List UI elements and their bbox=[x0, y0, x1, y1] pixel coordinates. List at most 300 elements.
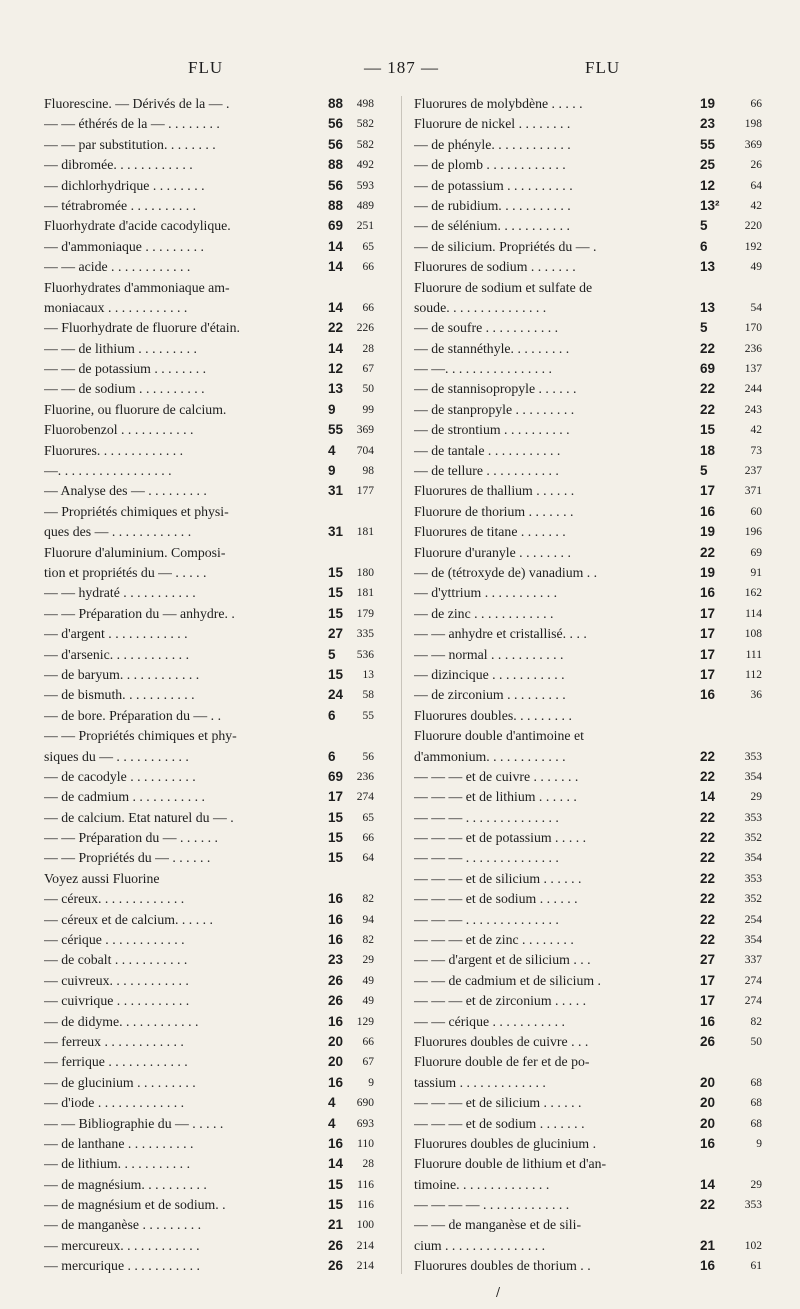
entry-page: 82 bbox=[362, 893, 374, 906]
entry-volume: 15 bbox=[328, 1176, 344, 1192]
index-entry bbox=[414, 767, 774, 787]
index-entry bbox=[414, 848, 774, 868]
entry-volume: 5 bbox=[700, 218, 708, 234]
entry-volume: 14 bbox=[328, 259, 344, 275]
entry-volume: 22 bbox=[700, 748, 716, 764]
entry-term: — Analyse des — . . . . . . . . . bbox=[44, 483, 207, 499]
entry-page: 68 bbox=[750, 1076, 762, 1089]
entry-volume: 15 bbox=[700, 422, 716, 438]
entry-volume: 17 bbox=[700, 605, 716, 621]
entry-term: — — hydraté . . . . . . . . . . . bbox=[44, 585, 196, 601]
entry-term: — de lithium. . . . . . . . . . . bbox=[44, 1156, 191, 1172]
entry-volume: 4 bbox=[328, 442, 336, 458]
entry-term: — mercurique . . . . . . . . . . . bbox=[44, 1258, 200, 1274]
index-entry bbox=[44, 787, 384, 807]
entry-volume: 9 bbox=[328, 463, 336, 479]
entry-volume: 20 bbox=[700, 1074, 716, 1090]
entry-term: Fluorure d'aluminium. Composi- bbox=[44, 544, 226, 560]
entry-page: 274 bbox=[744, 974, 762, 987]
entry-page: 226 bbox=[356, 322, 374, 335]
entry-term: — — — et de sodium . . . . . . bbox=[414, 891, 578, 907]
entry-page: 582 bbox=[356, 118, 374, 131]
entry-page: 66 bbox=[362, 261, 374, 274]
index-entry bbox=[414, 278, 774, 298]
entry-page: 66 bbox=[362, 301, 374, 314]
entry-volume: 56 bbox=[328, 136, 344, 152]
entry-term: — de stannéthyle. . . . . . . . . bbox=[414, 340, 570, 356]
entry-volume: 26 bbox=[328, 972, 344, 988]
entry-volume: 14 bbox=[328, 1156, 344, 1172]
entry-page: 179 bbox=[356, 607, 374, 620]
entry-term: — cuivrique . . . . . . . . . . . bbox=[44, 993, 190, 1009]
entry-volume: 19 bbox=[700, 524, 716, 540]
entry-page: 162 bbox=[744, 587, 762, 600]
entry-term: — de sélénium. . . . . . . . . . . bbox=[414, 218, 570, 234]
entry-term: — — de potassium . . . . . . . . bbox=[44, 361, 207, 377]
entry-volume: 22 bbox=[328, 320, 344, 336]
entry-term: — — — et de zirconium . . . . . bbox=[414, 993, 587, 1009]
entry-term: — — — et de potassium . . . . . bbox=[414, 830, 587, 846]
entry-term: — — Préparation du — . . . . . . bbox=[44, 830, 218, 846]
index-entry bbox=[44, 257, 384, 277]
entry-page: 236 bbox=[356, 770, 374, 783]
entry-page: 214 bbox=[356, 1260, 374, 1273]
entry-page: 371 bbox=[744, 485, 762, 498]
index-entry bbox=[414, 461, 774, 481]
index-entry bbox=[44, 1093, 384, 1113]
entry-volume: 22 bbox=[700, 870, 716, 886]
index-entry bbox=[44, 1134, 384, 1154]
entry-volume: 13² bbox=[700, 197, 720, 213]
entry-volume: 17 bbox=[700, 626, 716, 642]
entry-page: 352 bbox=[744, 832, 762, 845]
entry-term: — — — et de zinc . . . . . . . . bbox=[414, 932, 574, 948]
entry-term: Fluorures de molybdène . . . . . bbox=[414, 96, 583, 111]
entry-term: — — — . . . . . . . . . . . . . . bbox=[414, 911, 559, 927]
index-entry bbox=[414, 604, 774, 624]
entry-term: — de magnésium et de sodium. . bbox=[44, 1197, 226, 1213]
entry-term: — — de cadmium et de silicium . bbox=[414, 972, 601, 988]
index-entry bbox=[414, 563, 774, 583]
entry-page: 244 bbox=[744, 383, 762, 396]
entry-page: 98 bbox=[362, 465, 374, 478]
entry-term: — de soufre . . . . . . . . . . . bbox=[414, 320, 559, 336]
index-entry bbox=[44, 910, 384, 930]
index-entry bbox=[414, 1032, 774, 1052]
entry-page: 116 bbox=[357, 1199, 374, 1212]
entry-term: Fluorure double d'antimoine et bbox=[414, 728, 584, 744]
index-entry bbox=[414, 950, 774, 970]
entry-page: 102 bbox=[744, 1239, 762, 1252]
index-entry bbox=[44, 441, 384, 461]
index-entry bbox=[44, 114, 384, 134]
index-entry bbox=[44, 1073, 384, 1093]
entry-term: Voyez aussi Fluorine bbox=[44, 870, 160, 886]
entry-page: 82 bbox=[362, 934, 374, 947]
entry-term: ques des — . . . . . . . . . . . . bbox=[44, 524, 192, 540]
index-entry bbox=[414, 726, 774, 746]
entry-term: Fluorure de nickel . . . . . . . . bbox=[414, 116, 571, 132]
entry-page: 181 bbox=[356, 526, 374, 539]
entry-term: — dichlorhydrique . . . . . . . . bbox=[44, 177, 205, 193]
entry-term: Fluorhydrate d'acide cacodylique. bbox=[44, 218, 231, 234]
entry-page: 49 bbox=[750, 261, 762, 274]
right-column bbox=[414, 94, 774, 1277]
entry-volume: 16 bbox=[700, 1258, 716, 1274]
entry-page: 67 bbox=[362, 1056, 374, 1069]
index-entry bbox=[44, 176, 384, 196]
entry-volume: 15 bbox=[328, 564, 344, 580]
index-entry bbox=[44, 604, 384, 624]
index-entry bbox=[44, 747, 384, 767]
entry-page: 73 bbox=[750, 444, 762, 457]
entry-page: 690 bbox=[356, 1097, 374, 1110]
entry-term: — de potassium . . . . . . . . . . bbox=[414, 177, 573, 193]
entry-term: — dizincique . . . . . . . . . . . bbox=[414, 666, 565, 682]
index-entry bbox=[44, 1195, 384, 1215]
index-entry bbox=[414, 869, 774, 889]
entry-volume: 6 bbox=[328, 707, 336, 723]
index-entry bbox=[414, 930, 774, 950]
entry-term: — de strontium . . . . . . . . . . bbox=[414, 422, 570, 438]
entry-page: 274 bbox=[356, 791, 374, 804]
entry-term: Fluorure de sodium et sulfate de bbox=[414, 279, 593, 295]
index-entry bbox=[44, 685, 384, 705]
entry-volume: 25 bbox=[700, 157, 716, 173]
index-entry bbox=[414, 971, 774, 991]
index-entry bbox=[44, 318, 384, 338]
index-entry bbox=[44, 889, 384, 909]
index-entry bbox=[414, 685, 774, 705]
entry-page: 354 bbox=[744, 770, 762, 783]
entry-volume: 22 bbox=[700, 381, 716, 397]
index-entry bbox=[414, 257, 774, 277]
entry-page: 251 bbox=[356, 220, 374, 233]
index-entry bbox=[414, 889, 774, 909]
entry-term: — de magnésium. . . . . . . . . . bbox=[44, 1176, 207, 1192]
index-entry bbox=[44, 502, 384, 522]
entry-volume: 26 bbox=[700, 1033, 716, 1049]
entry-volume: 27 bbox=[328, 626, 344, 642]
entry-volume: 55 bbox=[700, 136, 716, 152]
entry-term: — — — — . . . . . . . . . . . . . bbox=[414, 1197, 570, 1213]
running-header bbox=[0, 58, 800, 80]
index-entry bbox=[44, 216, 384, 236]
entry-page: 170 bbox=[744, 322, 762, 335]
index-entry bbox=[414, 624, 774, 644]
entry-term: — de baryum. . . . . . . . . . . . bbox=[44, 666, 200, 682]
entry-term: — — — et de silicium . . . . . . bbox=[414, 1095, 582, 1111]
index-entry bbox=[44, 563, 384, 583]
entry-term: — ferreux . . . . . . . . . . . . bbox=[44, 1033, 184, 1049]
entry-volume: 22 bbox=[700, 932, 716, 948]
entry-volume: 14 bbox=[328, 238, 344, 254]
entry-volume: 17 bbox=[700, 993, 716, 1009]
index-entry bbox=[44, 481, 384, 501]
index-entry bbox=[44, 624, 384, 644]
entry-volume: 16 bbox=[700, 1013, 716, 1029]
entry-page: 29 bbox=[750, 791, 762, 804]
index-entry bbox=[44, 1175, 384, 1195]
entry-volume: 26 bbox=[328, 993, 344, 1009]
entry-term: tassium . . . . . . . . . . . . . bbox=[414, 1074, 546, 1090]
entry-term: — de cacodyle . . . . . . . . . . bbox=[44, 768, 196, 784]
entry-page: 58 bbox=[362, 689, 374, 702]
entry-page: 129 bbox=[356, 1015, 374, 1028]
entry-page: 110 bbox=[357, 1137, 374, 1150]
index-entry bbox=[414, 400, 774, 420]
entry-page: 337 bbox=[744, 954, 762, 967]
header-left: FLU bbox=[188, 58, 224, 77]
entry-term: — de plomb . . . . . . . . . . . . bbox=[414, 157, 566, 173]
index-entry bbox=[414, 991, 774, 1011]
index-entry bbox=[44, 522, 384, 542]
index-entry bbox=[414, 665, 774, 685]
entry-page: 100 bbox=[356, 1219, 374, 1232]
entry-term: d'ammonium. . . . . . . . . . . . bbox=[414, 748, 566, 764]
index-entry bbox=[414, 1236, 774, 1256]
entry-term: — d'iode . . . . . . . . . . . . . bbox=[44, 1095, 185, 1111]
index-entry bbox=[414, 420, 774, 440]
entry-volume: 56 bbox=[328, 177, 344, 193]
entry-volume: 69 bbox=[328, 218, 344, 234]
entry-term: — — Bibliographie du — . . . . . bbox=[44, 1115, 224, 1131]
entry-term: — d'arsenic. . . . . . . . . . . . bbox=[44, 646, 190, 662]
entry-term: Fluorure d'uranyle . . . . . . . . bbox=[414, 544, 571, 560]
entry-term: Fluorure double de fer et de po- bbox=[414, 1054, 590, 1070]
entry-volume: 20 bbox=[328, 1054, 344, 1070]
entry-volume: 16 bbox=[700, 585, 716, 601]
entry-volume: 31 bbox=[328, 524, 344, 540]
index-entry bbox=[414, 1175, 774, 1195]
entry-term: — — éthérés de la — . . . . . . . . bbox=[44, 116, 220, 132]
entry-page: 492 bbox=[356, 159, 374, 172]
entry-volume: 17 bbox=[700, 483, 716, 499]
entry-page: 220 bbox=[744, 220, 762, 233]
entry-term: — de zinc . . . . . . . . . . . . bbox=[414, 605, 554, 621]
entry-volume: 14 bbox=[328, 340, 344, 356]
entry-volume: 55 bbox=[328, 422, 344, 438]
entry-volume: 22 bbox=[700, 809, 716, 825]
entry-volume: 16 bbox=[700, 687, 716, 703]
entry-volume: 24 bbox=[328, 687, 344, 703]
entry-volume: 17 bbox=[700, 646, 716, 662]
entry-volume: 23 bbox=[700, 116, 716, 132]
index-entry bbox=[414, 481, 774, 501]
index-entry bbox=[414, 379, 774, 399]
index-entry bbox=[414, 645, 774, 665]
entry-volume: 88 bbox=[328, 157, 344, 173]
entry-term: — Propriétés chimiques et physi- bbox=[44, 503, 229, 519]
index-entry bbox=[44, 869, 384, 889]
index-entry bbox=[44, 196, 384, 216]
index-entry bbox=[44, 1236, 384, 1256]
index-entry bbox=[414, 583, 774, 603]
entry-term: — de stanpropyle . . . . . . . . . bbox=[414, 401, 575, 417]
index-entry bbox=[414, 94, 774, 114]
index-entry bbox=[414, 339, 774, 359]
entry-volume: 56 bbox=[328, 116, 344, 132]
entry-volume: 9 bbox=[328, 401, 336, 417]
entry-page: 353 bbox=[744, 750, 762, 763]
index-entry bbox=[414, 176, 774, 196]
entry-term: — — anhydre et cristallisé. . . . bbox=[414, 626, 587, 642]
entry-volume: 5 bbox=[700, 463, 708, 479]
entry-volume: 22 bbox=[700, 850, 716, 866]
entry-term: Fluorures doubles de cuivre . . . bbox=[414, 1033, 589, 1049]
entry-volume: 14 bbox=[700, 789, 716, 805]
index-entry bbox=[414, 522, 774, 542]
entry-page: 82 bbox=[750, 1015, 762, 1028]
entry-page: 352 bbox=[744, 893, 762, 906]
index-entry bbox=[44, 583, 384, 603]
entry-volume: 31 bbox=[328, 483, 344, 499]
index-entry bbox=[44, 645, 384, 665]
entry-volume: 16 bbox=[328, 1013, 344, 1029]
entry-term: — de cobalt . . . . . . . . . . . bbox=[44, 952, 188, 968]
left-column bbox=[44, 94, 384, 1277]
index-entry bbox=[414, 828, 774, 848]
index-entry bbox=[414, 155, 774, 175]
entry-volume: 16 bbox=[328, 911, 344, 927]
index-entry bbox=[44, 1215, 384, 1235]
entry-volume: 22 bbox=[700, 911, 716, 927]
entry-term: — — normal . . . . . . . . . . . bbox=[414, 646, 564, 662]
entry-volume: 16 bbox=[700, 1135, 716, 1151]
entry-volume: 15 bbox=[328, 809, 344, 825]
index-entry bbox=[44, 1154, 384, 1174]
entry-page: 68 bbox=[750, 1097, 762, 1110]
index-entry bbox=[414, 502, 774, 522]
index-entry bbox=[414, 787, 774, 807]
entry-term: Fluorobenzol . . . . . . . . . . . bbox=[44, 422, 194, 438]
page-number: — 187 — bbox=[364, 58, 439, 77]
entry-page: 55 bbox=[362, 709, 374, 722]
index-entry bbox=[414, 1256, 774, 1276]
entry-page: 49 bbox=[362, 995, 374, 1008]
index-entry bbox=[414, 747, 774, 767]
entry-volume: 15 bbox=[328, 850, 344, 866]
entry-term: — d'ammoniaque . . . . . . . . . bbox=[44, 238, 204, 254]
entry-term: — — de sodium . . . . . . . . . . bbox=[44, 381, 205, 397]
entry-term: — — de lithium . . . . . . . . . bbox=[44, 340, 197, 356]
entry-page: 49 bbox=[362, 974, 374, 987]
entry-page: 66 bbox=[750, 98, 762, 110]
index-entry bbox=[44, 420, 384, 440]
entry-volume: 14 bbox=[328, 299, 344, 315]
entry-term: — — Propriétés chimiques et phy- bbox=[44, 728, 237, 744]
entry-volume: 18 bbox=[700, 442, 716, 458]
entry-term: — — — . . . . . . . . . . . . . . bbox=[414, 850, 559, 866]
entry-term: Fluorures doubles. . . . . . . . . bbox=[414, 707, 572, 723]
entry-volume: 13 bbox=[700, 299, 716, 315]
index-entry bbox=[44, 339, 384, 359]
entry-page: 99 bbox=[362, 403, 374, 416]
index-entry bbox=[44, 400, 384, 420]
entry-page: 54 bbox=[750, 301, 762, 314]
entry-volume: 5 bbox=[328, 646, 336, 662]
entry-page: 369 bbox=[744, 138, 762, 151]
entry-page: 237 bbox=[744, 465, 762, 478]
entry-term: cium . . . . . . . . . . . . . . . bbox=[414, 1237, 546, 1253]
entry-page: 28 bbox=[362, 342, 374, 355]
entry-volume: 22 bbox=[700, 401, 716, 417]
entry-volume: 14 bbox=[700, 1176, 716, 1192]
entry-term: — — d'argent et de silicium . . . bbox=[414, 952, 591, 968]
index-entry bbox=[44, 930, 384, 950]
entry-volume: 20 bbox=[700, 1095, 716, 1111]
entry-term: — cuivreux. . . . . . . . . . . . bbox=[44, 972, 189, 988]
index-entry bbox=[414, 1052, 774, 1072]
entry-volume: 4 bbox=[328, 1095, 336, 1111]
entry-volume: 23 bbox=[328, 952, 344, 968]
entry-term: — de didyme. . . . . . . . . . . . bbox=[44, 1013, 199, 1029]
entry-term: — mercureux. . . . . . . . . . . . bbox=[44, 1237, 200, 1253]
index-entry bbox=[44, 828, 384, 848]
entry-page: 693 bbox=[356, 1117, 374, 1130]
entry-volume: 17 bbox=[700, 972, 716, 988]
entry-term: — de (tétroxyde de) vanadium . . bbox=[414, 564, 598, 580]
entry-term: — — cérique . . . . . . . . . . . bbox=[414, 1013, 565, 1029]
index-entry bbox=[44, 1012, 384, 1032]
entry-volume: 22 bbox=[700, 544, 716, 560]
entry-term: siques du — . . . . . . . . . . . bbox=[44, 748, 189, 764]
index-entry bbox=[44, 1052, 384, 1072]
entry-term: — ferrique . . . . . . . . . . . . bbox=[44, 1054, 188, 1070]
entry-page: 108 bbox=[744, 628, 762, 641]
entry-volume: 20 bbox=[700, 1115, 716, 1131]
entry-page: 192 bbox=[744, 240, 762, 253]
entry-page: 36 bbox=[750, 689, 762, 702]
entry-page: 65 bbox=[362, 240, 374, 253]
entry-volume: 15 bbox=[328, 666, 344, 682]
entry-term: — — — et de silicium . . . . . . bbox=[414, 870, 582, 886]
entry-volume: 13 bbox=[328, 381, 344, 397]
index-entry bbox=[44, 767, 384, 787]
entry-term: — — — . . . . . . . . . . . . . . bbox=[414, 809, 559, 825]
entry-volume: 22 bbox=[700, 1197, 716, 1213]
index-entry bbox=[44, 543, 384, 563]
entry-term: — — par substitution. . . . . . . . bbox=[44, 136, 216, 152]
entry-volume: 15 bbox=[328, 605, 344, 621]
index-entry bbox=[44, 848, 384, 868]
entry-volume: 22 bbox=[700, 891, 716, 907]
entry-page: 369 bbox=[356, 424, 374, 437]
entry-term: — de phényle. . . . . . . . . . . . bbox=[414, 136, 571, 152]
entry-page: 196 bbox=[744, 526, 762, 539]
entry-term: — de silicium. Propriétés du — . bbox=[414, 238, 597, 254]
entry-page: 13 bbox=[362, 668, 374, 681]
entry-page: 180 bbox=[356, 566, 374, 579]
footer-mark: / bbox=[496, 1285, 501, 1299]
index-entry bbox=[44, 1114, 384, 1134]
index-entry bbox=[414, 706, 774, 726]
entry-volume: 20 bbox=[328, 1033, 344, 1049]
entry-term: — céreux. . . . . . . . . . . . . bbox=[44, 891, 185, 907]
entry-term: — céreux et de calcium. . . . . . bbox=[44, 911, 213, 927]
entry-term: — de rubidium. . . . . . . . . . . bbox=[414, 197, 571, 213]
entry-page: 214 bbox=[356, 1239, 374, 1252]
entry-term: Fluorures de titane . . . . . . . bbox=[414, 524, 566, 540]
entry-page: 66 bbox=[362, 1035, 374, 1048]
entry-page: 335 bbox=[356, 628, 374, 641]
entry-page: 114 bbox=[745, 607, 762, 620]
entry-page: 94 bbox=[362, 913, 374, 926]
entry-term: — — Propriétés du — . . . . . . bbox=[44, 850, 211, 866]
index-entry bbox=[414, 441, 774, 461]
entry-page: 28 bbox=[362, 1158, 374, 1171]
entry-page: 243 bbox=[744, 403, 762, 416]
